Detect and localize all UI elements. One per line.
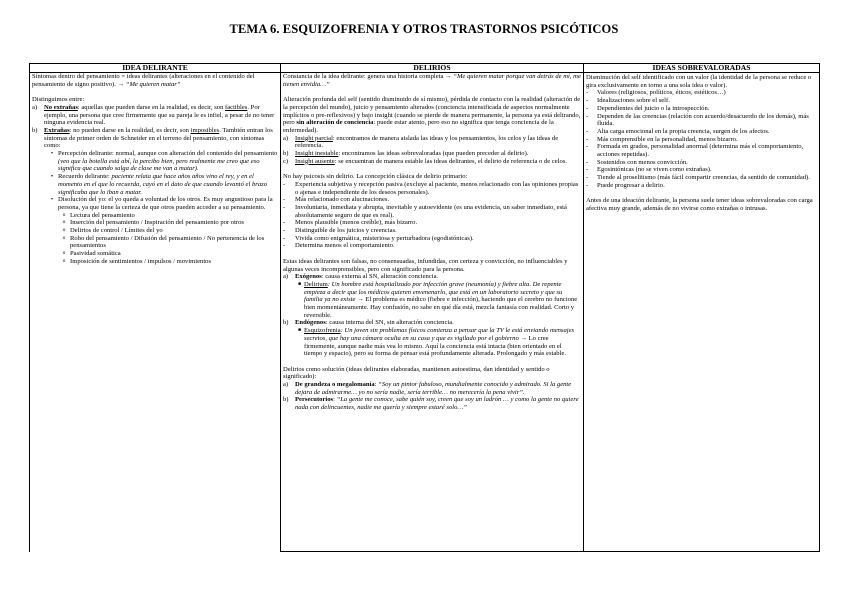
dash-item: - Dependen de las creencias (relación con acuerdo/desacuerdo de los demás), más fluida. [586, 112, 809, 128]
sub-item: o Robo del pensamiento / Difusión del pensamiento / No pertenencia de los pensamientos [58, 235, 278, 250]
constancia-paragraph: Constancia de la idea delirante: genera una historia completa → “Me quieren matar porque van detrás de mí, me tienen envidia…” [283, 73, 581, 88]
exogenos-item: a) Exógenos: causa externa al SN, alteración conciencia. [283, 273, 439, 281]
no-psicosis-text: No hay psicosis sin delirio. La concepción clásica de delirio primario: [283, 173, 468, 181]
dash-item: - Tiende al proselitismo (más fácil compartir creencias, da sentido de comunidad). [586, 174, 810, 182]
page-title: TEMA 6. ESQUIZOFRENIA Y OTROS TRASTORNOS PSICÓTICOS [229, 22, 619, 36]
cell-delirios [281, 73, 584, 552]
dash-item: - Idealizaciones sobre el self. [586, 97, 670, 105]
dash-item: - Dependientes del juicio o la introspección. [586, 104, 710, 112]
header-idea-delirante: IDEA DELIRANTE [30, 64, 281, 73]
square-bullet-icon: ■ [297, 328, 302, 334]
dash-item: - Más relacionado con alucinaciones. [283, 196, 390, 204]
persecutorios-item: b) Persecutorios: “La gente me conoce, sabe quién soy, creen que soy un ladrón … y como la gente no quiere nada con delincuentes, nadie me quería y siempre estaré solo…” [283, 396, 579, 412]
header-ideas-sobrevaloradas: IDEAS SOBREVALORADAS [584, 64, 820, 73]
dash-item: - Egosintónicas (no se viven como extrañas). [586, 166, 712, 174]
intro-paragraph: Síntomas dentro del pensamiento = ideas delirantes (alteraciones en el contenido del pensamiento de signo positivo). → “Me quieren matar” [32, 73, 255, 88]
sub-item: o Inserción del pensamiento / Inspiración del pensamiento por otros [58, 219, 278, 227]
circle-bullet-icon: o [62, 211, 66, 218]
circle-bullet-icon: o [62, 234, 66, 241]
dash-item: - Vivida como enigmática, misteriosa y perturbadora (egodistónicas). [283, 234, 474, 242]
insight-item: b) Insight inestable: encontramos las ideas sobrevaloradas (que pueden preceder al delirio). [283, 150, 529, 158]
dash-item: - Menos plausible (menos creíble), más bizarro. [283, 219, 418, 227]
header-delirios: DELIRIOS [281, 64, 584, 73]
bullet-icon: • [50, 196, 54, 204]
circle-bullet-icon: o [62, 227, 66, 234]
solucion-paragraph: Delirios como solución (ideas delirantes elaboradas, mantienen autoestima, dan identidad y sentido o significado): [283, 365, 550, 381]
dash-item: - Experiencia subjetiva y recepción pasiva (excluye al paciente, menos relacionado con las opiniones propias o ajenas e independiente de los deseos personales). [283, 180, 579, 196]
dash-item: - Sostenidos con menos convicción. [586, 158, 688, 166]
cell-ideas-sobrevaloradas [584, 73, 820, 552]
grandeza-item: a) De grandeza o megalomanía: “Soy un pintor fabuloso, mundialmente conocido y admirado. Si la gente dejara de admirarme… yo no sería nadie, sería terrible… no merecería la pena vivir”. [283, 381, 572, 396]
sub-item: o Lectura del pensamiento [58, 212, 278, 220]
dash-item: - Alta carga emocional en la propia creencia, surgen de los afectos. [586, 127, 770, 135]
estas-paragraph: Estas ideas delirantes son falsas, no consensuadas, infundidas, con certeza y convicción, no influenciables y algunas veces incomprensibles, pero con significado para la persona. [283, 257, 568, 273]
dash-item: - Determina menos el comportamiento. [283, 242, 395, 250]
sub-item: o Delirios de control / Límites del yo [58, 227, 278, 235]
bullet-disolucion: • Disolución del yo: el yo queda a voluntad de los otros. Es muy angustioso para la persona, ya que tiene la certeza de que otros pueden acceder a su pensamiento. [46, 196, 278, 211]
endogenos-item: b) Endógenos: causa interna del SN, sin alteración conciencia. [283, 319, 454, 327]
dash-item: - Más comprensible en la personalidad, menos bizarro. [586, 135, 738, 143]
list-item-b: b) Extrañas: no pueden darse en la realidad, es decir, son imposibles. También entran los síntomas de primer orden de Schneider en el terreno del pensamiento, con síntomas como: [32, 126, 273, 150]
dash-item: - Involuntaria, inmediata y abrupta, inevitable y autoevidente (es una evidencia, un saber inmediato, está absolutamente seguro de que es real). [283, 203, 567, 219]
circle-bullet-icon: o [62, 219, 66, 226]
bullet-percepcion: • Percepción delirante: normal, aunque con alteración del contenido del pensamiento (veo que la botella está abí, la percibo bien, pero realmente me creo que eso significa que cuando salga de clase me van a matar). [46, 150, 278, 173]
sub-item: o Pasividad somática [58, 250, 278, 258]
final-paragraph: Antes de una ideación delirante, la persona suele tener ideas sobrevaloradas con carga afectiva muy grande, además de no vivirse como extrañas o intrusas. [586, 197, 813, 212]
bullet-icon: • [50, 173, 54, 181]
insight-item: a) Insight parcial: encontramos de manera aislada las ideas y los pensamientos, los celos y las ideas de referencia. [283, 134, 559, 150]
disminucion-paragraph: Disminución del self identificado con un valor (la identidad de la persona se reduce o gira exclusivamente en torno a una sola idea o valor). [586, 74, 812, 89]
square-bullet-icon: ■ [297, 281, 302, 287]
cell-idea-delirante [30, 73, 281, 552]
insight-item: c) Insight ausente: se encuentran de manera estable las ideas delirantes, el delirio de referencia o de celos. [283, 157, 568, 165]
circle-bullet-icon: o [62, 257, 66, 264]
distinguimos-text: Distinguimos entre: [32, 96, 85, 104]
list-item-a: a) No extrañas: aquellas que pueden darse en la realidad, es decir, son factibles. Por ejemplo, una persona que cree firmemente que su pareja le es infiel, a pesar de no tener ninguna evidencia real. [32, 103, 275, 127]
dash-item: - Formada en grados, personalidad anormal (determina más el comportamiento, acciones repetidas). [586, 143, 804, 159]
content-table [29, 63, 820, 552]
bullet-icon: • [50, 150, 54, 158]
delirium-example: ■ Delirium: Un hombre está hospitalizado por infección grave (neumonía) y fiebre alta. De repente empieza a decir que los médicos quieren envenenarlo, que está en un laboratorio secreto y que su familia ya no existe → El problema es médico (fiebre e infección), haciendo que el cerebro no funcione bien momentáneamente. Hay confusión, no sabe en qué día está, mezcla fantasía con realidad. Corto y reversible. [283, 281, 581, 320]
bullet-recuerdo: • Recuerdo delirante: paciente relata que hace años años vino el rey, y en el momento en el que lo recuerda, cayó en el dato de que cuando levantó el brazo significaba que lo iban a matar. [46, 173, 278, 196]
dash-item: - Puede progresar a delirio. [586, 181, 665, 189]
sub-item: o Imposición de sentimientos / impulsos / movimientos [58, 258, 278, 266]
esquizofrenia-example: ■ Esquizofrenia: Un joven sin problemas físicos comienza a pensar que la TV le está enviando mensajes secretos, que hay una cámara oculta en su casa y que es vigilado por el gobierno → Lo cree firmemente, aunque nadie más vea lo mismo. Aquí la conciencia está intacta (bien orientado en el tiempo y espacio), pero su forma de pensar está profundamente alterada. Prolongado y más estable. [283, 327, 581, 358]
dash-item: - Valores (religiosos, políticos, éticos, estéticos…) [586, 89, 726, 97]
alteracion-paragraph: Alteración profunda del self (sentido disminuido de sí mismo), pérdida de contacto con la realidad (alteración de la percepción del mundo), juicio y pensamiento alterados (conciencia intensificada de aspectos normalmente implícitos o pre-reflexivos) y bajo insight (cuando se pierde de manera permanente, la persona ya está delirando, pero sin alteración de conciencia: puede estar atento, pero eso no significa que tenga conciencia de la enfermedad). [283, 96, 581, 134]
dash-item: - Distinguible de los juicios y creencias. [283, 227, 397, 235]
circle-bullet-icon: o [62, 250, 66, 257]
